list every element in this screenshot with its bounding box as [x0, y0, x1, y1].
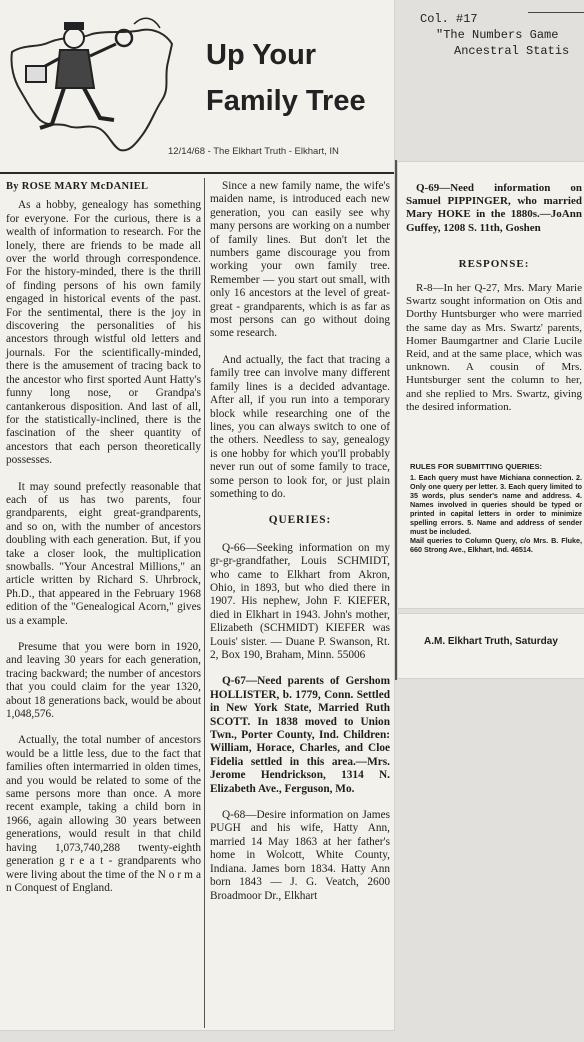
- query-q69: [406, 182, 582, 245]
- rules-text: 1. Each query must have Michiana connection. 2. Only one query per letter. 3. Each query limited to 35 words, plus sender's name and address. 4. Names involved in queries should be typed or printed in capital letters in order to minimize spelling errors. 5. Name and address of sender must be included.: [410, 473, 582, 536]
- genealogist-cartoon-icon: [4, 4, 180, 162]
- typed-column-number: Col. #17: [420, 12, 478, 26]
- footer-masthead: A.M. Elkhart Truth, Saturday: [424, 636, 558, 647]
- typed-title-line1: "The Numbers Game: [436, 28, 559, 42]
- response-heading: RESPONSE:: [458, 258, 530, 270]
- typed-underline: [528, 12, 584, 13]
- publication-dateline: 12/14/68 - The Elkhart Truth - Elkhart, IN: [168, 146, 339, 157]
- title-line-1: Up Your: [206, 39, 317, 71]
- rules-mail: Mail queries to Column Query, c/o Mrs. B. Fluke, 660 Strong Ave., Elkhart, Ind. 46514.: [410, 536, 582, 554]
- article-paragraph: As a hobby, genealogy has something for everyone. For the curious, there is a wealth of information to research. For the lonely, there are friends to be made all over the world through correspondence. For the history-minded, there is the thrill of finding persons of his own family engaged in historical events of the past. For the sentimental, there is the joy in discovering the personalities of his ancestors through wistful old letters and journals. For the scientifically-minded, there is the amusement of tracing back to the ancestor who first sported Aunt Hatty's funny long nose, or Grandpa's cantankerous disposition. And last of all, for the statistically-inclined, there is the fascination of the sheer quantity of ancestors that each person theoretically possesses.: [6, 199, 201, 467]
- query-q68: Q-68—Desire information on James PUGH and his wife, Hatty Ann, married 14 May 1863 at her father's home in Wolcott, White County, Indiana. James born 1834. Hatty Ann born 1843 — J. G. Veatch, 2600 Broadmoor Dr., Elkhart: [210, 809, 390, 902]
- clipping-edge: [395, 160, 397, 680]
- column-title: [206, 32, 386, 124]
- byline: By ROSE MARY McDANIEL: [6, 181, 149, 192]
- article-column-1: [6, 180, 201, 908]
- rules-title: RULES FOR SUBMITTING QUERIES:: [410, 462, 543, 471]
- article-paragraph: Since a new family name, the wife's maiden name, is introduced each new generation, you can easily see why many persons are working on a number of family lines. But don't let the numbers game discourage you from working your own family tree. Remember — you start out small, with only 16 ancestors at the level of great-great - grandparents, which is as far as most persons can go without doing some research.: [210, 180, 390, 340]
- column-header: [0, 0, 394, 174]
- column-divider: [204, 178, 205, 1028]
- article-paragraph: It may sound prefectly reasonable that each of us has two parents, four grandparents, eight great-grandparents, and so on, with the number of ancestors doubling with each generation. But, if you take a closer look, the multiplication snowballs. "Your Ancestral Millions," an article written by Richard S. Uhrbrock, Ph.D., that appeared in the February 1968 edition of the "Genealogical Acorn," gives us a example.: [6, 480, 201, 627]
- query-q66: Q-66—Seeking information on my gr-gr-grandfather, Louis SCHMIDT, who came to Elkhart from Akron, Ohio, in 1893, but who died there in 1907. His nephew, John F. KIEFER, died in Elkhart in 1943. John's mother, Elizabeth (SCHMIDT) KIEFER was Louis' sister. — Duane P. Swanson, Rt. 2, Box 190, Braham, Minn. 55006: [210, 541, 390, 661]
- queries-heading: QUERIES:: [268, 514, 332, 527]
- response-r8: [406, 282, 582, 424]
- article-paragraph: Presume that you were born in 1920, and leaving 30 years for each generation, tracing backward; the number of ancestors that you could claim for the year 1320, about 18 generations back, would be about 1,048,576.: [6, 641, 201, 721]
- article-paragraph: And actually, the fact that tracing a family tree can involve many different family lines is a decided advantage. After all, if you run into a temporary block while researching one of the lines, you can always switch to one of the others. Needless to say, genealogy is one hobby for which you'll probably never run out of some family to trace, some person to look for, or just plain something to do.: [210, 353, 390, 500]
- submission-rules: [410, 462, 582, 554]
- title-line-2: Family Tree: [206, 85, 366, 117]
- query-q69-text: Q-69—Need information on Samuel PIPPINGER, who married Mary HOKE in the 1880s.—JoAnn Guffey, 1208 S. 11th, Goshen: [406, 182, 582, 234]
- query-q67: Q-67—Need parents of Gershom HOLLISTER, b. 1779, Conn. Settled in New York State, Married Ruth SCOTT. In 1838 moved to Union Twn., Porter County, Ind. Children: William, Horace, Charles, and Cloe Fidelia settled in this area.—Mrs. Jerome Hendrickson, 1314 N. Elizabeth Ave., Ferguson, Mo.: [210, 675, 390, 795]
- article-column-2: [210, 180, 390, 916]
- response-r8-text: R-8—In her Q-27, Mrs. Mary Marie Swartz sought information on Otis and Dorthy Huntsburger who were married the same day as Mrs. Swartz' parents, Homer Baumgartner and Clarie Lucile Reid, and at the same place, which was unknown. A cousin of Mrs. Huntsburger sent the column to her, and she replied to Mrs. Swartz, giving the desired information.: [406, 282, 582, 413]
- typed-title-line2: Ancestral Statis: [454, 44, 570, 58]
- article-paragraph: Actually, the total number of ancestors would be a little less, due to the fact that families often intermarried in olden times, and you would be related to some of the same persons more than once. A more recent example, taking a child born in 1966, again allowing 30 years between generations, would result in that child having 1,073,740,288 twenty-eighth generation g r e a t - grandparents who were living about the time of the N o r m a n Conquest of England.: [6, 734, 201, 894]
